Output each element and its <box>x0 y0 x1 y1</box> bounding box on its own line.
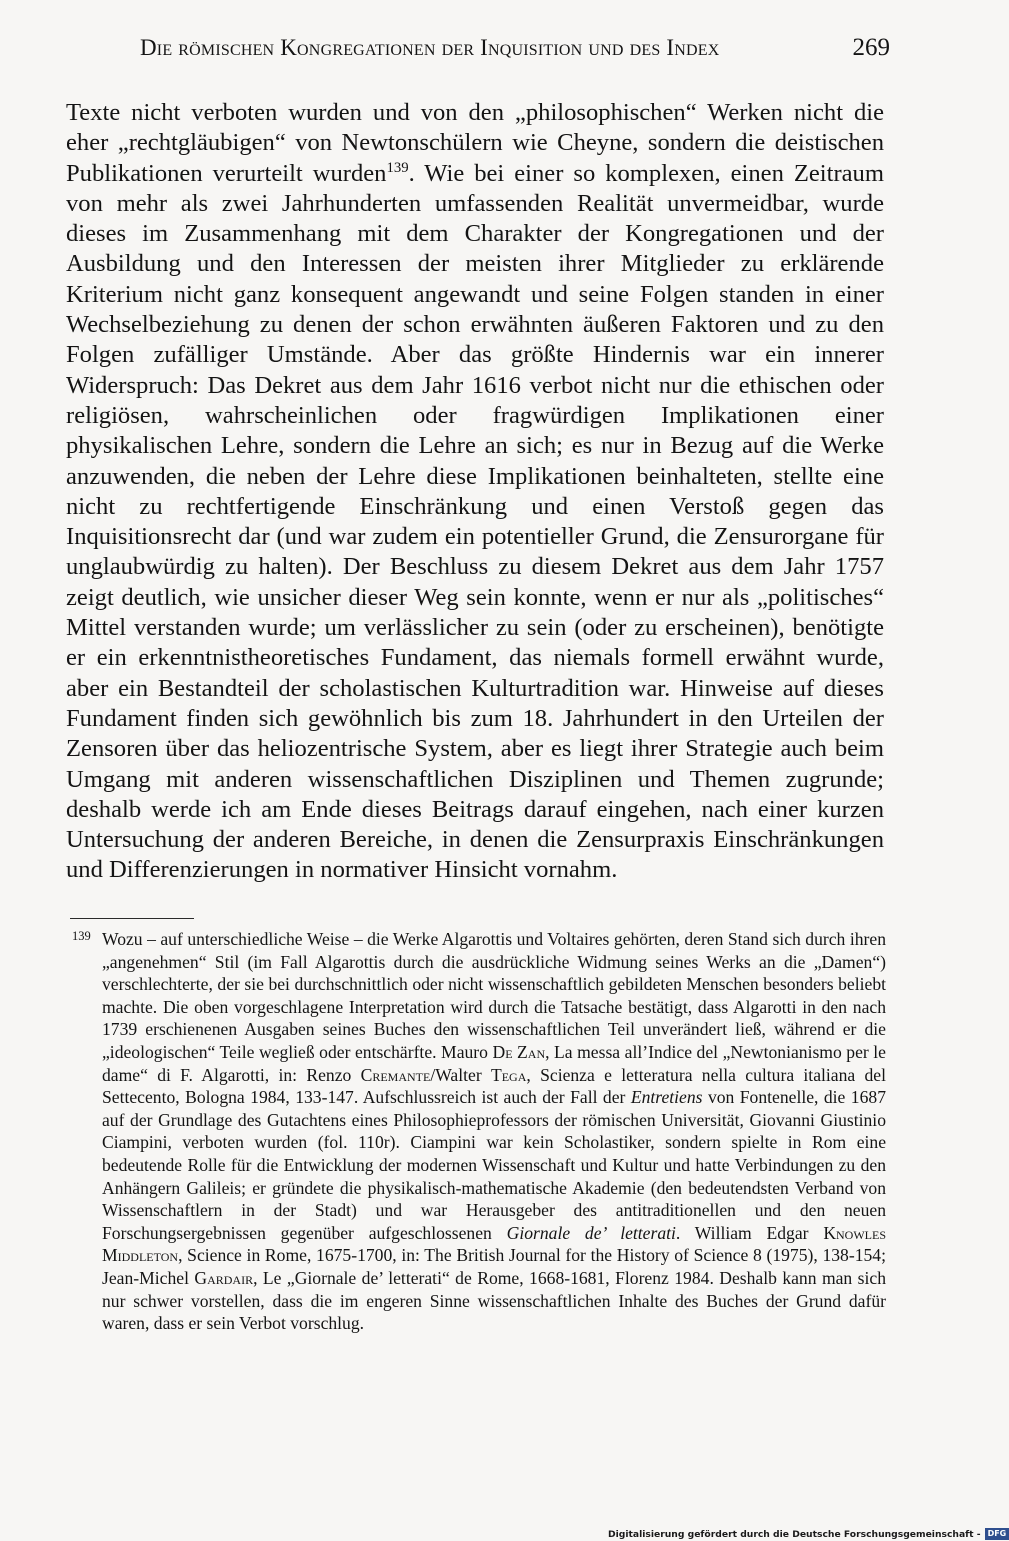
paragraph-text-start: Texte nicht verboten wurden und von den „philosophischen“ Werken nicht die eher „rechtgläubigen“ von Newtonschülern wie Cheyne, sondern die deistischen Publikationen verurteilt wurden <box>66 99 884 187</box>
dfg-logo: DFG <box>985 1528 1009 1540</box>
page-header <box>140 34 890 70</box>
footnote-text: , La messa all’Indice del „Newtonianismo per le dame“ di F. Algarotti, in: Renzo <box>102 1041 886 1085</box>
author-surname: De Zan <box>492 1041 546 1062</box>
digitization-notice-text: Digitalisierung gefördert durch die Deutsche Forschungsgemeinschaft - <box>608 1528 981 1540</box>
body-text <box>66 98 884 886</box>
footnote-text: Wozu – auf unterschiedliche Weise – die Werke Algarottis und Voltaires gehörten, deren Stand sich durch ihren „angenehmen“ Stil (im Fall Algarottis durch die ausdrückliche Widmung seines Werks an die „Damen“) verschlechterte, der sie bei durchschnittlich oder nicht wissenschaftlich gebildeten Menschen besonders beliebt machte. Die oben vorgeschlagene Interpretation wird durch die Tatsache bestätigt, dass Algarotti in den nach 1739 erschienenen Ausgaben seines Buches den wissenschaftlichen Teil unverändert ließ, während er die „ideologischen“ Teile wegließ oder entschärfte. Mauro <box>102 929 886 1062</box>
work-title: Entretiens <box>630 1087 703 1108</box>
footnote-number: 139 <box>72 929 91 943</box>
footnote-separator <box>70 918 194 919</box>
footnote-text: , Science in Rome, 1675-1700, in: The British Journal for the History of Science 8 (1975), 138-154; Jean-Michel <box>102 1245 886 1288</box>
running-title: Die römischen Kongregationen der Inquisition und des Index <box>140 35 720 60</box>
footnote <box>72 928 886 1335</box>
paragraph <box>66 98 884 886</box>
work-title: Giornale de’ letterati <box>506 1222 676 1243</box>
footnote-text: , Le „Giornale de’ letterati“ de Rome, 1668-1681, Florenz 1984. Deshalb kann man sich nur schwer vorstellen, dass die im engeren Sinne wissenschaftlichen Inhalte des Buches der Grund dafür waren, dass er sein Verbot vorschlug. <box>102 1267 886 1334</box>
footnote-text: . William Edgar <box>675 1222 824 1243</box>
author-surname: Knowles Middleton <box>102 1222 887 1266</box>
paragraph-text-rest: . Wie bei einer so komplexen, einen Zeitraum von mehr als zwei Jahrhunderten umfassenden Realität unvermeidbar, wurde dieses im Zusammenhang mit dem Charakter der Kongregationen und der Ausbildung und den Interessen der meisten ihrer Mitglieder zu erklärende Kriterium nicht ganz konsequent angewandt und seine Folgen standen in einer Wechselbeziehung zu denen der schon erwähnten äußeren Faktoren und zu den Folgen zufälliger Umstände. Aber das größte Hindernis war ein innerer Widerspruch: Das Dekret aus dem Jahr 1616 verbot nicht nur die ethischen oder religiösen, wahrscheinlichen oder fragwürdigen Implikationen einer physikalischen Lehre, sondern die Lehre an sich; es nur in Bezug auf die Werke anzuwenden, die neben der Lehre diese Implikationen beinhalteten, stellte eine nicht zu rechtfertigende Einschränkung und einen Verstoß gegen das Inquisitionsrecht dar (und war zudem ein potentieller Grund, die Zensurorgane für unglaubwürdig zu halten). Der Beschluss zu diesem Dekret aus dem Jahr 1757 zeigt deutlich, wie unsicher dieser Weg sein konnte, wenn er nur als „politisches“ Mittel verstanden wurde; um verlässlicher zu sein (oder zu erscheinen), benötigte er ein erkenntnistheoretisches Fundament, das niemals formell erwähnt wurde, aber ein Bestandteil der scholastischen Kulturtradition war. Hinweise auf dieses Fundament finden sich gewöhnlich bis zum 18. Jahrhundert in den Urteilen der Zensoren über das heliozentrische System, aber es liegt ihrer Strategie auch beim Umgang mit anderen wissenschaftlichen Disziplinen und Themen zugrunde; deshalb werde ich am Ende dieses Beitrags darauf eingehen, nach einer kurzen Untersuchung der anderen Bereiche, in denen die Zensurpraxis Einschränkungen und Differenzierungen in normativer Hinsicht vornahm. <box>66 159 884 884</box>
footnote-text: /Walter <box>430 1064 491 1085</box>
footnote-reference: 139 <box>386 159 409 176</box>
author-surname: Tega <box>490 1064 527 1085</box>
digitization-notice <box>608 1528 1009 1540</box>
author-surname: Gardair <box>194 1267 254 1288</box>
footnote-text: , Scienza e letteratura nella cultura italiana del Settecento, Bologna 1984, 133-147. Aufschlussreich ist auch der Fall der <box>102 1064 886 1108</box>
footnote-text: von Fontenelle, die 1687 auf der Grundlage des Gutachtens eines Philosophieprofessors der römischen Universität, Giovanni Giustinio Ciampini, verboten wurden (fol. 110r). Ciampini war kein Scholastiker, sondern spielte in Rom eine bedeutende Rolle für die Entwicklung der modernen Wissenschaft und Kultur und hatte Verbindungen zu den Anhängern Galileis; er gründete die physikalisch-mathematische Akademie (den bedeutendsten Verband von Wissenschaftlern in der Stadt) und war Herausgeber des antitraditionellen und den neuen Forschungsergebnissen gegenüber aufgeschlossenen <box>102 1087 886 1243</box>
footnotes <box>72 928 886 1335</box>
author-surname: Cremante <box>360 1064 431 1085</box>
page-number: 269 <box>852 34 890 61</box>
